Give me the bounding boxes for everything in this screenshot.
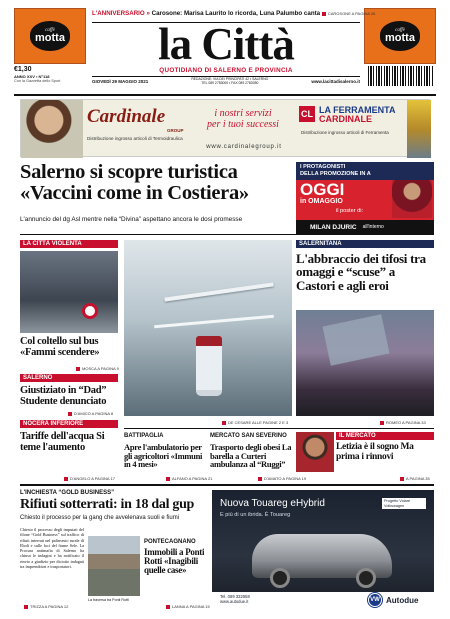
flag-shape bbox=[322, 314, 389, 366]
inchiesta-kicker: L'INCHIESTA “GOLD BUSINESS” bbox=[20, 490, 115, 496]
masthead-rule bbox=[14, 94, 436, 96]
promo-oggi: OGGI bbox=[300, 180, 345, 199]
salernitana-headline[interactable]: L'abbraccio dei tifosi tra omaggi e “scuse” a Castori e agli eroi bbox=[296, 251, 426, 293]
promo-omaggio: in OMAGGIO bbox=[300, 198, 343, 205]
cardinale-tagline: Distribuzione ingrosso articoli di Termoidraulica bbox=[87, 136, 183, 141]
vw-logo-icon: VW bbox=[368, 593, 382, 607]
tools-photo bbox=[407, 100, 431, 158]
player-photo bbox=[392, 180, 432, 218]
promo-line1: I PROTAGONISTI bbox=[300, 164, 346, 170]
vw-dealer-line2: Volkswagen bbox=[384, 503, 405, 508]
motta-cafe-text: caffè bbox=[395, 28, 405, 33]
motta-brand-text: motta bbox=[385, 32, 415, 44]
inchiesta-standfirst: Chiesto il processo per la gang che avvelenava suoli e fiumi bbox=[20, 515, 180, 521]
fans-photo bbox=[296, 310, 434, 416]
salernitana-label: SALERNITANA bbox=[296, 240, 434, 248]
mercato-label: MERCATO SAN SEVERINO bbox=[210, 433, 287, 439]
motta-cafe-text: caffè bbox=[45, 28, 55, 33]
car-wheel-rear-icon bbox=[356, 568, 376, 588]
salerno-label: SALERNO bbox=[20, 374, 118, 382]
vw-dealer-line1: Progetto Volare bbox=[384, 499, 411, 503]
inchiesta-headline[interactable]: Rifiuti sotterrati: in 18 dal gup bbox=[20, 497, 195, 512]
issue-number: ANNO XXV • N°118 bbox=[14, 74, 50, 79]
lead-standfirst: L'annuncio del dg Asl mentre nella “Divina” aspettano ancora le dosi promesse bbox=[20, 216, 243, 223]
vw-contact-web[interactable]: www.autodue.it bbox=[220, 599, 249, 605]
battipaglia-headline[interactable]: Apre l'ambulatorio per gli agricoltori «Immuni in 4 mesi» bbox=[124, 442, 203, 470]
motta-ad-left[interactable] bbox=[14, 8, 86, 64]
price: €1,30 bbox=[14, 66, 32, 73]
model-photo bbox=[21, 100, 83, 158]
battipaglia-label: BATTIPAGLIA bbox=[124, 433, 164, 439]
cardinale-slogan bbox=[193, 108, 293, 130]
violenta-headline[interactable]: Col coltello sul bus «Fammi scendere» bbox=[20, 336, 100, 358]
salernitana-page: ROMEO A PAGINA 33 bbox=[380, 420, 426, 425]
motta-logo bbox=[380, 21, 420, 51]
street-photo-caption: La traversa tra Ponti Rotti bbox=[88, 598, 129, 602]
ticker-page: CAROSONE A PAGINA 26 bbox=[322, 11, 376, 16]
vw-ad-subtitle: E più di un ibrida. È Touareg bbox=[220, 512, 291, 518]
issue-date: GIOVEDÌ 29 MAGGIO 2021 bbox=[92, 79, 149, 84]
violenta-label: LA CITTÀ VIOLENTA bbox=[20, 240, 118, 248]
cl-logo-icon: CL bbox=[299, 106, 315, 122]
nocera-page: D'ANGELO A PAGINA 17 bbox=[64, 476, 115, 481]
vw-contact bbox=[220, 594, 250, 605]
lead-rule bbox=[20, 234, 434, 235]
slogan-line2: per i tuoi successi bbox=[207, 119, 279, 130]
pontecagnano-headline[interactable]: Immobili a Ponti Rotti «Inagibili quelle case» bbox=[144, 547, 205, 576]
cardinale-website[interactable]: www.cardinalegroup.it bbox=[206, 144, 282, 150]
barcode bbox=[368, 66, 434, 86]
pontecagnano-page: LANNA A PAGINA 15 bbox=[166, 604, 210, 609]
syringe-icon bbox=[164, 282, 273, 301]
address-line1: REDAZIONE: VIA DEI PRINCIPATI 42 • SALERNO bbox=[191, 76, 269, 81]
vw-dealer bbox=[382, 498, 426, 509]
inchiesta-body: Chiesto il processo degli imputati del filone “Gold Business” sul traffico di rifiuti interrati nel palinsesto rurale di Eboli e sulle foci del fiume Sele. La Procura antimafia di Salerno ha chiuso le indagini e ha notificato il rinvio a giudizio per diciotto indagati tra imprenditori e trasportatori. bbox=[20, 527, 84, 569]
cardinale-group: GROUP bbox=[167, 128, 184, 133]
cardinale-brand-name: Cardinale bbox=[87, 106, 166, 127]
mercato-headline[interactable]: Trasporto degli obesi La barella a Curteri ambulanza al “Ruggi” bbox=[210, 442, 292, 470]
promo-header bbox=[296, 162, 434, 180]
cardinale-brand bbox=[87, 106, 165, 128]
inchiesta-page: TRIZZA A PAGINA 12 bbox=[24, 604, 68, 609]
vw-ad-title: Nuova Touareg eHybrid bbox=[220, 498, 325, 509]
ilmercato-label: IL MERCATO bbox=[336, 432, 434, 440]
issue-note: Con la Gazzetta dello Sport bbox=[14, 79, 61, 83]
promo-player: MILAN DJURIC bbox=[310, 223, 357, 231]
mid-rule bbox=[124, 428, 434, 429]
violenta-page: MOSCA A PAGINA 9 bbox=[76, 366, 119, 371]
ilmercato-headline[interactable]: Letizia è il sogno Ma prima i rinnovi bbox=[336, 442, 414, 462]
promo-line2: DELLA PROMOZIONE IN A bbox=[300, 171, 371, 178]
ilmercato-page: A PAGINA 35 bbox=[400, 476, 430, 481]
pontecagnano-label: PONTECAGNANO bbox=[144, 539, 196, 545]
website-link[interactable]: www.lacittadisalerno.it bbox=[311, 79, 360, 84]
bus-photo bbox=[20, 251, 118, 333]
promo-box[interactable] bbox=[296, 162, 434, 234]
vw-contact-phone: Tel. 089 332558 bbox=[220, 594, 250, 599]
ferramenta-brand bbox=[319, 106, 396, 125]
address-line2: TEL 089 2783000 • FAX 089 2783050 bbox=[201, 80, 259, 85]
cardinale-banner-ad[interactable] bbox=[20, 99, 430, 157]
lead-photo-page: DE CESARE ALLE PAGINE 2 E 3 bbox=[222, 420, 288, 425]
vial-icon bbox=[196, 336, 222, 396]
ferramenta-tagline: Distribuzione ingrosso articoli di Ferramenta bbox=[301, 130, 389, 135]
date-line bbox=[92, 76, 360, 86]
car-wheel-front-icon bbox=[270, 568, 290, 588]
no-entry-sign-icon bbox=[82, 303, 98, 319]
lead-headline[interactable] bbox=[20, 162, 292, 204]
player-portrait bbox=[296, 432, 334, 472]
lead-headline-line2: «Vaccini come in Costiera» bbox=[20, 181, 249, 204]
ticker-label: L'ANNIVERSARIO bbox=[92, 10, 145, 17]
promo-allinterno: all'interno bbox=[362, 224, 384, 230]
ferramenta-line1: LA FERRAMENTA bbox=[319, 105, 396, 115]
promo-player-bar bbox=[296, 220, 434, 234]
salerno-headline[interactable]: Giustiziato in “Dad” Studente denunciato bbox=[20, 385, 107, 407]
vw-brand: Autodue bbox=[386, 596, 419, 605]
ticker-arrow-icon: » bbox=[146, 10, 150, 17]
mercato-page: D'AMATO A PAGINA 19 bbox=[258, 476, 306, 481]
address bbox=[191, 78, 268, 85]
street-photo bbox=[88, 536, 140, 596]
lead-headline-line1: Salerno si scopre turistica bbox=[20, 161, 238, 183]
slogan-line1: i nostri servizi bbox=[214, 108, 272, 119]
battipaglia-page: ALFANO A PAGINA 21 bbox=[166, 476, 212, 481]
promo-poster: il poster di: bbox=[336, 208, 364, 214]
nocera-headline[interactable]: Tariffe dell'acqua Si teme l'aumento bbox=[20, 431, 105, 453]
vaccine-photo bbox=[124, 240, 292, 416]
newspaper-subtitle: QUOTIDIANO DI SALERNO E PROVINCIA bbox=[159, 67, 293, 74]
touareg-ad[interactable] bbox=[212, 490, 434, 610]
nocera-label: NOCERA INFERIORE bbox=[20, 420, 118, 428]
salerno-page: D'AMICO A PAGINA 8 bbox=[68, 411, 113, 416]
newspaper-title: la Città bbox=[158, 19, 294, 69]
motta-brand-text: motta bbox=[35, 32, 65, 44]
motta-logo bbox=[30, 21, 70, 51]
lower-rule bbox=[20, 484, 434, 486]
ferramenta-line2: CARDINALE bbox=[319, 114, 372, 125]
syringe-icon-2 bbox=[154, 315, 274, 328]
motta-ad-right[interactable] bbox=[364, 8, 436, 64]
ticker-text: Carosone: Marisa Laurito lo ricorda, Luna Palumbo canta bbox=[151, 10, 321, 17]
